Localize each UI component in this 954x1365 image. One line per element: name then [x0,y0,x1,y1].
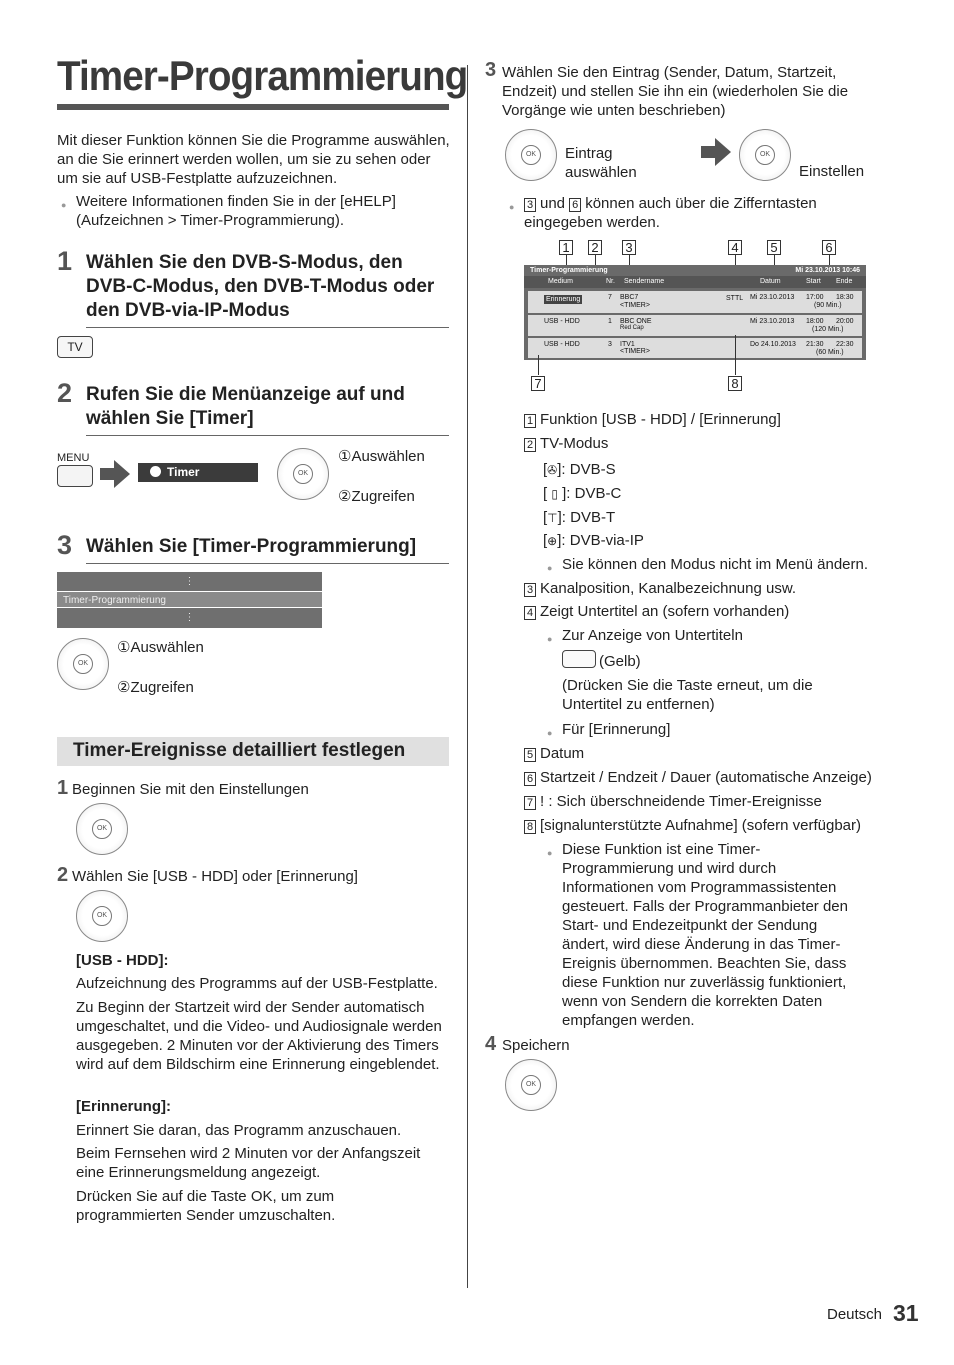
legend-8-num: 8 [524,820,536,834]
arrow-right-icon [100,468,114,480]
callout-1: 1 [559,240,573,255]
sub-step-4-number: 4 [485,1033,497,1055]
step-3-rule [86,563,449,564]
legend-2 [524,434,608,453]
callout-2: 2 [588,240,602,255]
legend-5-text: Datum [540,745,585,762]
step-1-rule [86,327,449,328]
yellow-note: (Drücken Sie die Taste erneut, um die Untertitel zu entfernen) [562,677,813,713]
select-hint [338,447,425,465]
legend-7-num: 7 [524,796,536,810]
antenna-icon: ⊤ [547,511,558,525]
legend-5 [524,744,584,763]
step-2-number: 2 [57,378,73,408]
legend-3-text: Kanalposition, Kanalbezeichnung usw. [540,580,797,597]
page-number: 31 [893,1300,919,1326]
sub-step-2-text: Wählen Sie [USB - HDD] oder [Erinnerung] [72,868,358,885]
ok-pad-icon [76,890,128,942]
sub-step-2-number: 2 [57,864,69,886]
row1-flag: STTL [726,295,744,302]
legend-4-num: 4 [524,606,536,620]
ok-pad-icon [57,638,109,690]
section-title: Timer-Ereignisse detailliert festlegen [73,740,406,761]
entry-select-hint: Eintrag auswählen [565,145,637,181]
legend-2-text: TV-Modus [540,435,609,452]
menu-row-below: ⋮ [57,608,322,628]
col-name: Sendername [624,278,665,285]
circle-1: ① [117,639,131,656]
row2-sub: Red Cap [620,325,644,331]
usb-desc-1: Aufzeichnung des Programms auf der USB-Festplatte. [76,975,438,992]
footer-language: Deutsch [827,1306,883,1323]
select-label: Auswählen [351,448,425,465]
ok-icon: OK [293,464,313,484]
legend-6-text: Startzeit / Endzeit / Dauer (automatische Anzeige) [540,769,872,786]
access-hint-2 [117,678,194,696]
legend-1-text: Funktion [USB - HDD] / [Erinnerung] [540,411,781,428]
row1-sub: <TIMER> [620,302,650,309]
bullet-and: und [540,195,566,212]
mode-s-text: : DVB-S [561,461,616,478]
ok-pad-icon [277,448,329,500]
circle-2: ② [338,488,352,505]
arrow-right-icon-head [715,138,731,166]
ok-icon: OK [521,1075,541,1095]
circle-2: ② [117,679,131,696]
screen-header: Timer-Programmierung [530,267,608,274]
reminder-heading: [Erinnerung]: [76,1098,171,1115]
subtitle-bullet: ● Zur Anzeige von Untertiteln [562,626,743,645]
row2-medium: USB - HDD [544,318,580,325]
row1-end: 18:30 [836,294,854,301]
tv-button: TV [57,336,93,358]
callout-8: 8 [728,376,742,391]
col-date: Datum [760,278,781,285]
arrow-right-icon [701,146,715,158]
row3-sub: <TIMER> [620,348,650,355]
legend-3 [524,579,796,598]
col-start: Start [806,278,821,285]
select-label: Auswählen [130,639,204,656]
menu-timer-item [138,463,258,482]
ok-icon: OK [92,819,112,839]
reminder-desc-1: Erinnert Sie daran, das Programm anzuschauen. [76,1122,402,1139]
row2-name: BBC ONE [620,318,652,325]
row1-date: Mi 23.10.2013 [750,294,795,301]
ok-pad-icon [76,803,128,855]
legend-8-text: [signalunterstützte Aufnahme] (sofern verfügbar) [540,817,862,834]
usb-desc-2: Zu Beginn der Startzeit wird der Sender automatisch umgeschaltet, und die Video- und Audiosignale werden ausgegeben. 2 Minuten vor der Aktivierung des Timers wird auf dem Bildschirm eine Erinnerung eingeblendet. [76,999,442,1073]
mode-ip-text: : DVB-via-IP [561,532,644,549]
step-1-heading: Wählen Sie den DVB-S-Modus, den DVB-C-Modus, den DVB-T-Modus oder den DVB-via-IP-Modus [86,252,435,321]
legend-6 [524,768,872,787]
row1-name: BBC7 [620,294,639,301]
sub-step-1-number: 1 [57,777,69,799]
legend-7-text: ! : Sich überschneidende Timer-Ereignisse [540,793,822,810]
col-medium: Medium [548,278,573,285]
menu-timer-programming-item: Timer-Programmierung [57,592,322,607]
callout-3: 3 [622,240,636,255]
row2-date: Mi 23.10.2013 [750,318,795,325]
function-note: ● Diese Funktion ist eine Timer-Programmierung und wird durch Informationen vom Programmassistenten gesteuert. Falls der Programmanbieter den Start- und Endezeitpunkt der Sendung ändert, wird diese Änderung in das Timer-Ereignis übernommen. Beachten Sie, dass diese Funktion nur zuverlässig funktioniert, wenn von Sendern die korrekten Daten empfangen werden. [562,840,867,1030]
row2-start: 18:00 [806,318,824,325]
column-divider [467,65,468,1288]
row3-dur: (60 Min.) [816,349,844,356]
ok-icon: OK [755,145,775,165]
mode-dvb-c: [ ▯ ]: DVB-C [543,485,622,502]
callout-4: 4 [728,240,742,255]
legend-4-text: Zeigt Untertitel an (sofern vorhanden) [540,603,790,620]
step-3-number: 3 [57,530,73,560]
ok-pad-icon [505,1059,557,1111]
col-nr: Nr. [606,278,615,285]
row1-dur: (90 Min.) [814,302,842,309]
legend-5-num: 5 [524,748,536,762]
timer-label: Timer [167,465,200,479]
col-end: Ende [836,278,853,285]
bullet-rest: können auch über die Zifferntasten eingegeben werden. [524,195,817,231]
sub-step-1-text: Beginnen Sie mit den Einstellungen [72,781,309,798]
mode-dvb-ip: [⊕]: DVB-via-IP [543,532,644,549]
legend-2-num: 2 [524,438,536,452]
callout-6-inline: 6 [569,198,581,212]
mode-t-text: : DVB-T [561,509,616,526]
callout-6: 6 [822,240,836,255]
screen-row-1 [528,291,862,313]
legend-6-num: 6 [524,772,536,786]
mode-dvb-t: [⊤]: DVB-T [543,509,616,526]
reminder-desc-2: Beim Fernsehen wird 2 Minuten vor der Anfangszeit eine Erinnerungsmeldung angezeigt. [76,1145,421,1181]
sub-step-3-number: 3 [485,59,497,81]
globe-icon: ⊕ [547,534,558,548]
menu-button-label: MENU [57,452,90,464]
row3-date: Do 24.10.2013 [750,341,796,348]
set-hint: Einstellen [799,163,865,180]
yellow-button-icon [562,650,596,668]
mode-note: ● Sie können den Modus nicht im Menü ändern. [562,555,882,574]
row2-dur: (120 Min.) [812,326,844,333]
intro-bullet: ● Weitere Informationen finden Sie in der [eHELP] (Aufzeichnen > Timer-Programmierung). [76,192,452,230]
row3-end: 22:30 [836,341,854,348]
ok-pad-icon [739,129,791,181]
satellite-icon: ✇ [547,463,558,477]
legend-3-num: 3 [524,583,536,597]
callout-7: 7 [531,376,545,391]
row3-start: 21:30 [806,341,824,348]
row1-start: 17:00 [806,294,824,301]
title-rule [57,104,449,110]
yellow-label: (Gelb) [599,653,641,670]
select-hint-2 [117,638,204,656]
mode-c-text: : DVB-C [566,485,622,502]
page-title: Timer-Programmierung [57,52,468,99]
timer-screen [524,265,866,360]
sub-step-3-text: Wählen Sie den Eintrag (Sender, Datum, Startzeit, Endzeit) und stellen Sie ihn ein (wiederholen Sie die Vorgänge wie unten beschrieben) [502,64,849,119]
row3-nr: 3 [608,341,612,348]
ok-pad-icon [505,129,557,181]
row2-end: 20:00 [836,318,854,325]
access-hint [338,487,415,505]
ok-icon: OK [73,654,93,674]
cable-icon: ▯ [551,487,558,501]
legend-1-num: 1 [524,414,536,428]
arrow-right-icon-head [114,460,130,488]
clock-icon [150,466,161,477]
row1-medium: Erinnerung [546,296,581,303]
callout-5: 5 [767,240,781,255]
ok-icon: OK [521,145,541,165]
ok-icon: OK [92,906,112,926]
usb-heading: [USB - HDD]: [76,952,169,969]
number-keys-bullet [524,194,879,232]
step-2-heading: Rufen Sie die Menüanzeige auf und wählen Sie [Timer] [86,384,405,429]
row3-medium: USB - HDD [544,341,580,348]
step-3-heading: Wählen Sie [Timer-Programmierung] [86,536,417,557]
intro-text: Mit dieser Funktion können Sie die Programme auswählen, an die Sie erinnert werden wollen, um sie zu sehen oder um sie auf USB-Festplatte aufzuzeichnen. [57,132,450,187]
menu-row-above: ⋮ [57,572,322,591]
legend-7 [524,792,822,811]
callout-3-inline: 3 [524,198,536,212]
legend-1 [524,410,781,429]
sub-step-4-text: Speichern [502,1037,570,1054]
access-label: Zugreifen [351,488,415,505]
row1-nr: 7 [608,294,612,301]
row3-name: ITV1 [620,341,635,348]
menu-button [57,465,93,487]
circle-1: ① [338,448,352,465]
row2-nr: 1 [608,318,612,325]
mode-dvb-s: [✇]: DVB-S [543,461,616,478]
step-2-rule [86,435,449,436]
screen-datetime: Mi 23.10.2013 10:46 [795,267,860,274]
legend-4 [524,602,789,621]
reminder-bullet: ● Für [Erinnerung] [562,720,670,739]
legend-8 [524,816,861,835]
access-label: Zugreifen [130,679,194,696]
reminder-desc-3: Drücken Sie auf die Taste OK, um zum programmierten Sender umzuschalten. [76,1188,336,1224]
screen-row-3 [528,338,862,358]
step-1-number: 1 [57,246,73,276]
screen-row-2 [528,315,862,336]
